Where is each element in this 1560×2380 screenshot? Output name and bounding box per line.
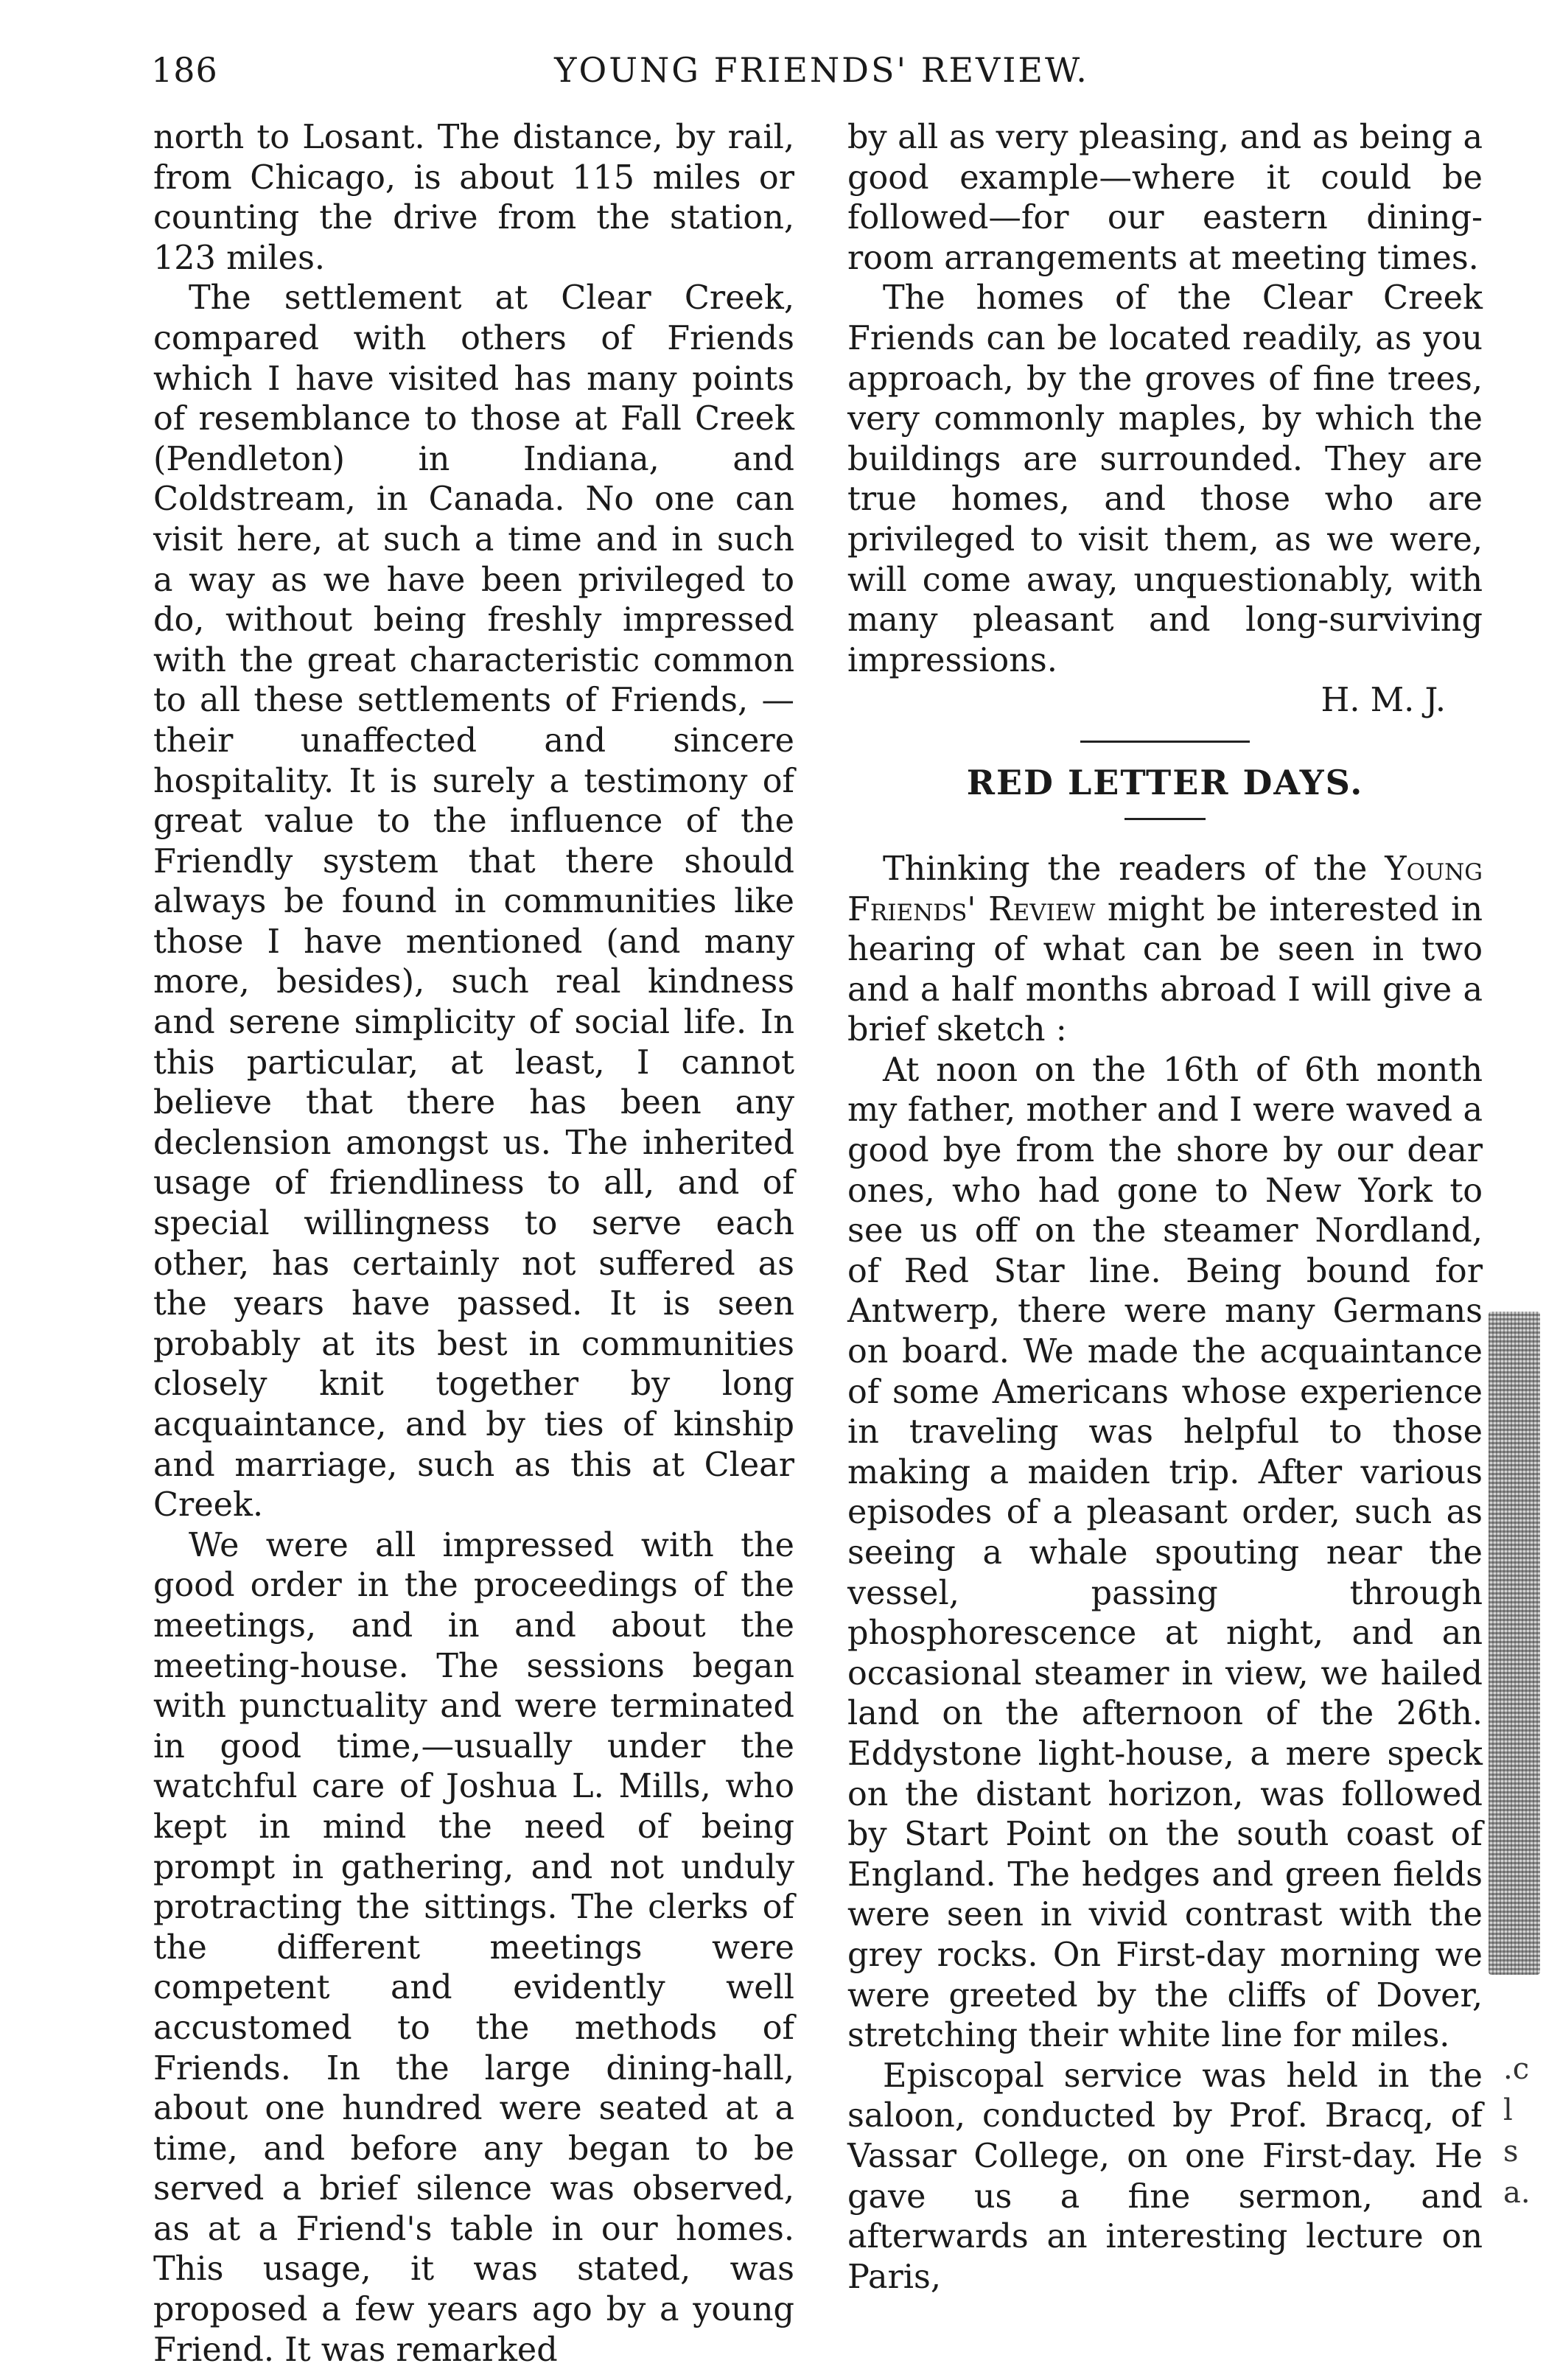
section-title: RED LETTER DAYS. [966,762,1364,802]
journal-title: YOUNG FRIENDS' REVIEW. [554,50,1089,90]
paragraph: The settlement at Clear Creek, compared with others of Friends which I have visited has many points of resemblance to those at Fall Creek (Pendleton) in Indiana, and Coldstream, in Canada. No one can visit here, at such a time and in such a way as we have been privileged to do, without being freshly impressed with the great characteristic common to all these settlements of Friends, — their unaffected and sincere hospitality. It is surely a testimony of great value to the influence of the Friendly system that there should always be found in communities like those I have mentioned (and many more, besides), such real kindness and serene simplicity of social life. In this particular, at least, I cannot believe that there has been any declension amongst us. The inherited usage of friendliness to all, and of special willingness to serve each other, has certainly not suffered as the years have passed. It is seen probably at its best in communities closely knit together by long acquaintance, and by ties of kinship and marriage, such as this at Clear Creek. [153,279,794,1525]
right-column [847,118,1483,2297]
title-underline [1124,818,1206,820]
margin-letter: a. [1503,2176,1531,2210]
author-signature: H. M. J. [1321,682,1446,720]
left-column [153,118,794,2370]
paragraph: by all as very pleasing, and as being a good example—where it could be followed—for our eastern dining-room arrangements at meeting times. [847,119,1483,277]
journal-reference: Young Friends' Review [847,850,1483,928]
intro-text-end: might be interested in hearing of what can be seen in two and a half months abroad I will give a brief sketch : [847,890,1483,1049]
paragraph: The homes of the Clear Creek Friends can be located readily, as you approach, by the groves of fine trees, very commonly maples, by which the buildings are surrounded. They are true homes, and those who are privileged to visit them, as we were, will come away, unquestionably, with many pleasant and long-surviving impressions. [847,279,1483,679]
paragraph: Episcopal service was held in the saloon, conducted by Prof. Bracq, of Vassar College, on one First-day. He gave us a fine sermon, and afterwards an interesting lecture on Paris, [847,2057,1483,2296]
scan-bleed-artifact [1489,1312,1540,1975]
page-number: 186 [151,50,218,90]
running-head [151,50,1492,102]
margin-bleed-letters [1503,2048,1531,2213]
paragraph: At noon on the 16th of 6th month my father, mother and I were waved a good bye from the shore by our dear ones, who had gone to New York to see us off on the steamer Nordland, of Red Star line. Being bound for Antwerp, there were many Germans on board. We made the acquaintance of some Americans whose experience in traveling was helpful to those making a maiden trip. After various episodes of a pleasant order, such as seeing a whale spouting near the vessel, passing through phosphorescence at night, and an occasional steamer in view, we hailed land on the afternoon of the 26th. Eddystone light-house, a mere speck on the distant horizon, was followed by Start Point on the south coast of England. The hedges and green fields were seen in vivid contrast with the grey rocks. On First-day morning we were greeted by the cliffs of Dover, stretching their white line for miles. [847,1051,1483,2055]
intro-text-start: Thinking the readers of the [883,850,1385,888]
intro-paragraph [847,850,1483,1051]
paragraph: We were all impressed with the good order in the proceedings of the meetings, and in and about the meeting-house. The sessions began with punctuality and were terminated in good time,—usually under the watchful care of Joshua L. Mills, who kept in mind the need of being prompt in gathering, and not unduly protracting the sittings. The clerks of the different meetings were competent and evidently well accustomed to the methods of Friends. In the large dining-hall, about one hundred were seated at a time, and before any began to be served a brief silence was observed, as at a Friend's table in our homes. This usage, it was stated, was proposed a few years ago by a young Friend. It was remarked [153,1526,794,2369]
paragraph: north to Losant. The distance, by rail, from Chicago, is about 115 miles or counting the drive from the station, 123 miles. [153,119,794,277]
section-divider [1080,741,1250,743]
margin-letter: .c [1503,2052,1530,2086]
margin-letter: s [1503,2135,1519,2169]
margin-letter: l [1503,2093,1513,2127]
